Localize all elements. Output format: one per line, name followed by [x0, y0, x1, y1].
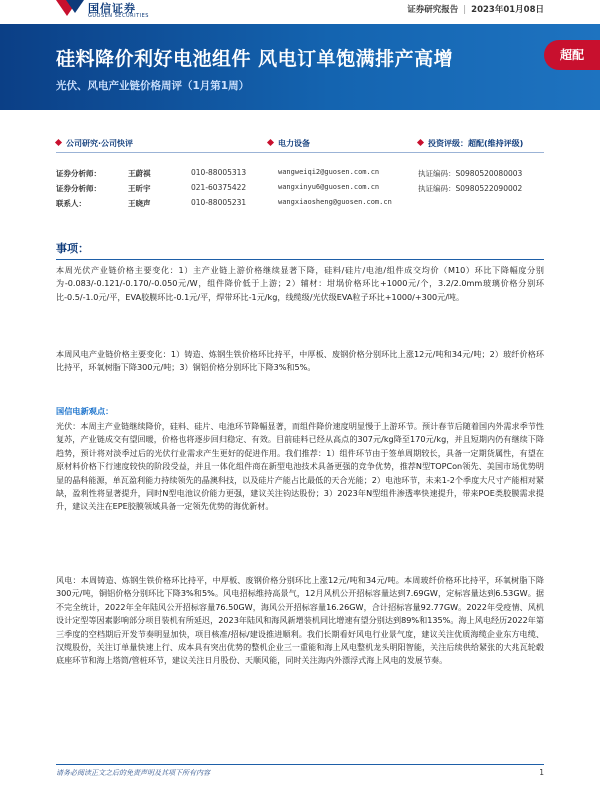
- analyst-email[interactable]: wangweiqi2@guosen.com.cn: [278, 168, 380, 176]
- rating-text: 投资评级：超配(维持评级): [428, 139, 524, 148]
- top-bar: [0, 0, 600, 24]
- section-divider: [56, 259, 544, 260]
- info-divider: [56, 152, 544, 153]
- analyst-email[interactable]: wangxinyu6@guosen.com.cn: [278, 183, 380, 191]
- title-banner: [0, 24, 600, 110]
- contact-phone: 010-88005231: [191, 198, 247, 207]
- logo-mark-secondary-icon: [66, 0, 84, 13]
- diamond-icon: [55, 139, 62, 146]
- analyst-name: 王昕宇: [128, 184, 151, 193]
- analyst-phone: 021-60375422: [191, 183, 247, 192]
- section-title: 事项：: [56, 242, 89, 255]
- rating-badge: 超配: [544, 40, 600, 70]
- analyst-phone: 010-88005313: [191, 168, 247, 177]
- report-type: 证券研究报告: [407, 5, 459, 15]
- report-title: 硅料降价利好电池组件 风电订单饱满排产高增: [56, 48, 454, 70]
- section-header: [56, 240, 544, 260]
- wind-price-paragraph: 本周风电产业链价格主要变化：1）铸造、炼钢生铁价格环比持平，中厚板、废钢价格分别环比上涨12元/吨和34元/吨；2）玻纤价格环比持平，环氧树脂下降300元/吨；3）铜铝价格分别环比下降3%和5%。: [56, 349, 544, 373]
- contact-label: 联系人：: [56, 199, 86, 208]
- contact-name: 王晓声: [128, 199, 151, 208]
- report-subtitle: 光伏、风电产业链价格周评（1月第1周）: [56, 80, 250, 92]
- analyst-label: 证券分析师：: [56, 184, 101, 193]
- footer-divider: [56, 764, 544, 765]
- sector-label: [268, 138, 310, 149]
- diamond-icon: [267, 139, 274, 146]
- contact-email[interactable]: wangxiaosheng@guosen.com.cn: [278, 198, 392, 206]
- report-meta: [407, 3, 544, 15]
- analyst-label: 证券分析师：: [56, 169, 101, 178]
- analyst-cert: 执证编码：S0980520080003: [418, 169, 523, 178]
- brand-name-en: GUOSEN SECURITIES: [88, 13, 149, 19]
- analyst-name: 王蔚祺: [128, 169, 151, 178]
- diamond-icon: [417, 139, 424, 146]
- views-title: 国信电新观点：: [56, 406, 114, 416]
- category-text: 公司研究·公司快评: [66, 139, 134, 148]
- report-date: 2023年01月08日: [471, 5, 544, 15]
- page-number: 1: [539, 768, 544, 777]
- pv-price-paragraph: 本周光伏产业链价格主要变化：1）主产业链上游价格继续显著下降，硅料/硅片/电池/组件成交均价（M10）环比下降幅度分别为-0.083/-0.121/-0.170/-0.050元/W，组件降价低于上游；2）辅材：坩埚价格环比+1000元/个，3.2/2.0mm玻璃价格分别环比-0.5/-1.0元/平，EVA胶膜环比-0.1元/平，焊带环比-1元/kg，线缆级/光伏级EVA粒子环比+1000/+300元/吨。: [56, 265, 544, 302]
- analyst-row: [56, 183, 544, 195]
- wind-view-paragraph: 风电：本周铸造、炼钢生铁价格环比持平，中厚板、废钢价格分别环比上涨12元/吨和34元/吨。本周玻纤价格环比持平，环氧树脂下降300元/吨，铜铝价格分别环比下降3%和5%。风电招标维持高景气，12月风机公开招标容量达到7.69GW，定标容量达到6.53GW。据不完全统计，2022年全年陆风公开招标容量76.50GW，海风公开招标容量16.26GW，合计招标容量92.77GW。2022年受疫情、风机设计定型等因素影响部分项目装机有所延迟，2023年陆风和海风新增装机同比增速有望分别达到89%和135%。海上风电经历2022年第三季度的空档期后开发节奏明显加快，项目核准/招标/建设推进顺利。我们长期看好风电行业景气度，建议关注优质海缆企业东方电缆、汉缆股份，关注订单量快速上行、成本具有突出优势的整机企业三一重能和海上风电整机龙头明阳智能，关注后续供给紧张的大兆瓦轮毂底座环节和海上塔筒/管桩环节，建议关注日月股份、天顺风能，同时关注海内外漂浮式海上风电的发展节奏。: [56, 575, 544, 666]
- category-label: [56, 138, 133, 149]
- analyst-cert: 执证编码：S0980522090002: [418, 184, 523, 193]
- contact-row: [56, 198, 544, 210]
- footer-disclaimer: 请务必阅读正文之后的免责声明及其项下所有内容: [56, 769, 210, 777]
- sector-text: 电力设备: [278, 139, 310, 148]
- pv-view-paragraph: 光伏：本周主产业链继续降价，硅料、硅片、电池环节降幅显著，而组件降价速度明显慢于上游环节。预计春节后随着国内外需求季节性复苏，产业链成交有望回暖，价格也将逐步回归稳定、有效。目前硅料已经从高点的307元/kg降至170元/kg，并且短期内仍有继续下降趋势，预计将对淡季过后的光伏行业需求产生更好的促进作用。我们推荐：1）组件环节由于签单周期较长，具备一定期货属性，有望在原材料价格下行速度较快的阶段受益，并且一体化组件商在新型电池技术具备更强的竞争优势，推荐N型TOPCon领先、美国市场优势明显的晶科能源，单瓦盈利能力持续领先的晶澳科技，以及硅片产能占比最低的天合光能；2）电池环节，未来1-2个季度大尺寸产能相对紧缺，盈利性将显著提升，同时N型电池议价能力更强，建议关注钧达股份；3）2023年N型组件渗透率快速提升，带来POE类胶膜需求提升，建议关注在EPE胶膜领域具备一定领先优势的海优新材。: [56, 421, 544, 512]
- meta-separator: |: [463, 5, 467, 15]
- brand-name-cn: 国信证券: [88, 2, 136, 15]
- analyst-row: [56, 168, 544, 180]
- brand-logo: [56, 0, 176, 22]
- rating-label: [418, 138, 523, 149]
